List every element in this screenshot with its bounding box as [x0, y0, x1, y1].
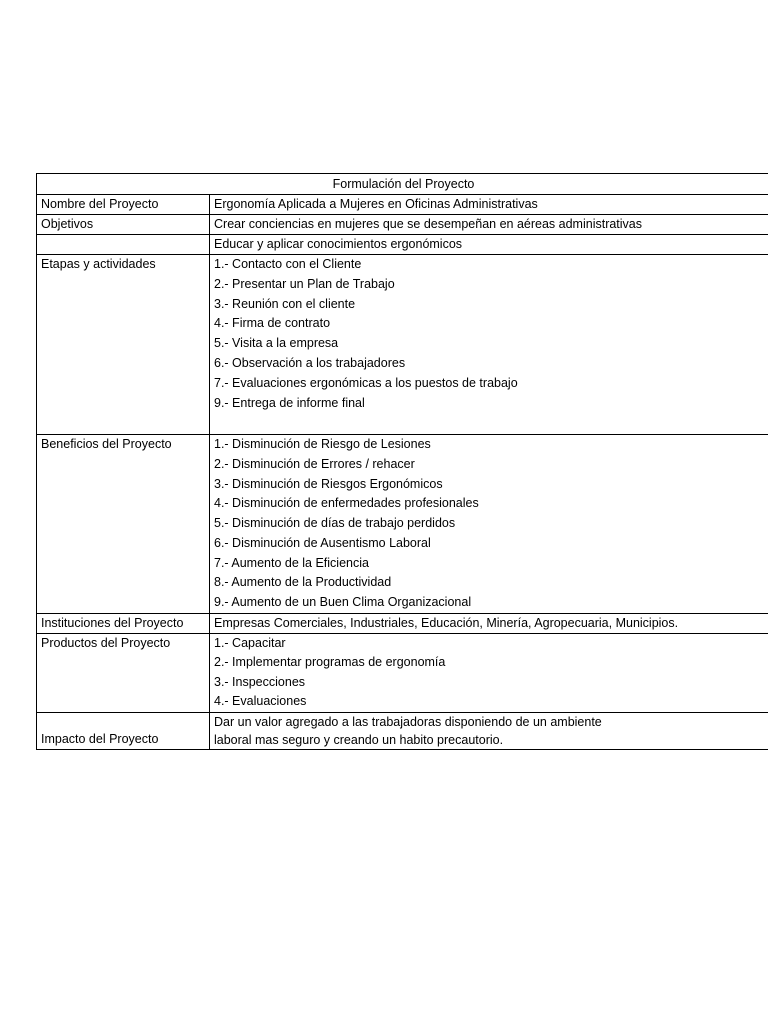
impacto-row [37, 712, 768, 749]
table-title-row [37, 174, 768, 195]
etapa-item: 5.- Visita a la empresa [214, 336, 339, 351]
producto-item: 4.- Evaluaciones [214, 694, 307, 709]
etapa-item: 2.- Presentar un Plan de Trabajo [214, 276, 395, 291]
etapas-list [210, 255, 768, 435]
productos-label-text: Productos del Proyecto [41, 635, 171, 650]
instituciones-row [37, 613, 768, 633]
nombre-label: Nombre del Proyecto [37, 195, 210, 215]
instituciones-label: Instituciones del Proyecto [37, 613, 210, 633]
beneficio-item: 6.- Disminución de Ausentismo Laboral [214, 535, 431, 550]
producto-item: 1.- Capacitar [214, 635, 286, 650]
beneficio-item: 7.- Aumento de la Eficiencia [214, 555, 369, 570]
beneficios-row [37, 435, 768, 613]
objetivos-row-2 [37, 235, 768, 255]
etapa-item: 4.- Firma de contrato [214, 316, 331, 331]
impacto-line: Dar un valor agregado a las trabajadoras disponiendo de un ambiente [214, 714, 602, 729]
etapa-item: 9.- Entrega de informe final [214, 395, 365, 410]
productos-list [210, 633, 768, 712]
beneficios-label [37, 435, 210, 613]
impacto-label: Impacto del Proyecto [37, 712, 210, 749]
etapas-row [37, 255, 768, 435]
beneficio-item: 4.- Disminución de enfermedades profesionales [214, 496, 479, 511]
etapa-item: 7.- Evaluaciones ergonómicas a los puestos de trabajo [214, 375, 518, 390]
beneficio-item: 1.- Disminución de Riesgo de Lesiones [214, 437, 431, 452]
objetivos-label: Objetivos [37, 215, 210, 235]
impacto-text [210, 712, 768, 749]
beneficios-label-text: Beneficios del Proyecto [41, 437, 172, 452]
productos-row [37, 633, 768, 712]
project-formulation-table [36, 173, 768, 750]
beneficio-item: 5.- Disminución de días de trabajo perdidos [214, 516, 456, 531]
beneficio-item: 9.- Aumento de un Buen Clima Organizacional [214, 594, 472, 609]
producto-item: 3.- Inspecciones [214, 674, 306, 689]
etapa-item: 3.- Reunión con el cliente [214, 296, 356, 311]
nombre-value: Ergonomía Aplicada a Mujeres en Oficinas Administrativas [210, 195, 768, 215]
table-title: Formulación del Proyecto [37, 174, 768, 195]
etapas-label [37, 255, 210, 435]
impacto-line: laboral mas seguro y creando un habito precautorio. [214, 732, 504, 747]
beneficio-item: 8.- Aumento de la Productividad [214, 575, 392, 590]
beneficio-item: 3.- Disminución de Riesgos Ergonómicos [214, 476, 443, 491]
instituciones-value: Empresas Comerciales, Industriales, Educación, Minería, Agropecuaria, Municipios. [210, 613, 768, 633]
objetivo-item: Crear conciencias en mujeres que se desempeñan en aéreas administrativas [210, 215, 768, 235]
nombre-row [37, 195, 768, 215]
productos-label [37, 633, 210, 712]
objetivos-row [37, 215, 768, 235]
etapas-label-text: Etapas y actividades [41, 257, 156, 271]
etapa-item: 1.- Contacto con el Cliente [214, 257, 362, 271]
objetivo-item: Educar y aplicar conocimientos ergonómicos [210, 235, 768, 255]
objetivos-label-empty [37, 235, 210, 255]
etapa-item: 6.- Observación a los trabajadores [214, 355, 406, 370]
beneficio-item: 2.- Disminución de Errores / rehacer [214, 457, 415, 472]
beneficios-list [210, 435, 768, 613]
producto-item: 2.- Implementar programas de ergonomía [214, 655, 446, 670]
